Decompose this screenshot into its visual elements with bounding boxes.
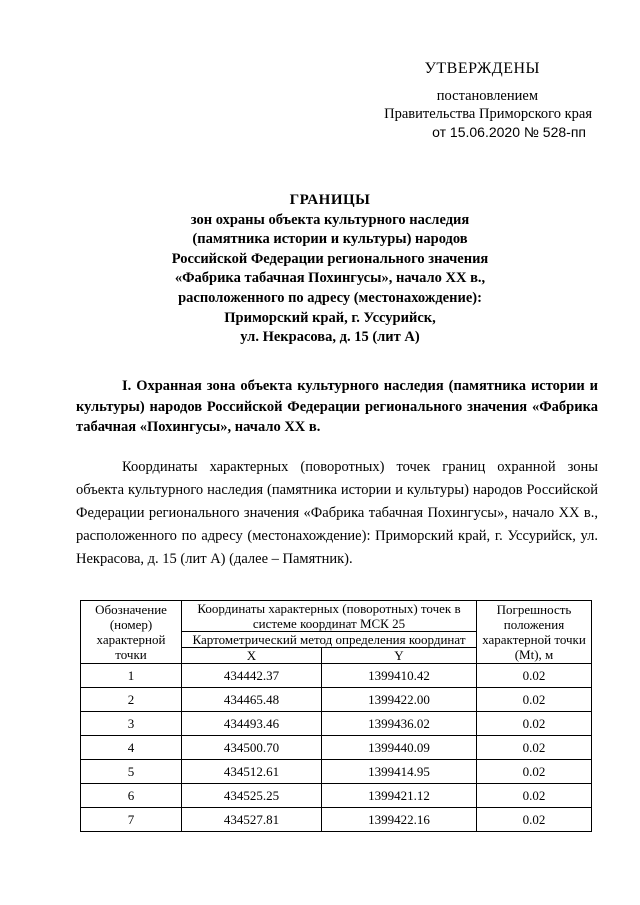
table-row [81,808,592,832]
cell-point: 6 [81,784,182,808]
cell-point: 5 [81,760,182,784]
cell-error: 0.02 [477,664,592,688]
heading-line: Российской Федерации регионального значения [171,250,489,267]
cell-error: 0.02 [477,760,592,784]
cell-y: 1399421.12 [321,784,476,808]
table-row [81,712,592,736]
table-row [81,784,592,808]
header-coords: Координаты характерных (поворотных) точек в системе координат МСК 25 [182,601,477,632]
table-row [81,664,592,688]
cell-x: 434527.81 [182,808,322,832]
heading-line: (памятника истории и культуры) народов [192,231,468,248]
header-method: Картометрический метод определения координат [182,632,477,648]
cell-point: 3 [81,712,182,736]
header-point: Обозначение (номер) характерной точки [81,601,182,664]
cell-x: 434512.61 [182,760,322,784]
coordinates-table [80,600,592,832]
heading-title: ГРАНИЦЫ [289,192,371,208]
cell-error: 0.02 [477,808,592,832]
table-row [81,760,592,784]
approval-line-2: Правительства Приморского края [384,106,592,122]
approval-stamp [372,60,592,140]
cell-error: 0.02 [477,712,592,736]
cell-x: 434493.46 [182,712,322,736]
document-heading [120,191,540,348]
section-title: I. Охранная зона объекта культурного наследия (памятника истории и культуры) народов Российской Федерации регионального значения «Фабрика табачная «Похингусы», начало XX в. [76,378,598,435]
heading-line: Приморский край, г. Уссурийск, [224,309,436,326]
cell-y: 1399436.02 [321,712,476,736]
cell-point: 4 [81,736,182,760]
cell-y: 1399422.00 [321,688,476,712]
cell-point: 1 [81,664,182,688]
cell-x: 434465.48 [182,688,322,712]
cell-error: 0.02 [477,784,592,808]
cell-y: 1399422.16 [321,808,476,832]
cell-error: 0.02 [477,688,592,712]
header-error: Погрешность положения характерной точки (Mt), м [477,601,592,664]
cell-x: 434525.25 [182,784,322,808]
header-x: X [182,648,322,664]
approval-line-1: постановлением [436,88,538,104]
table-row [81,688,592,712]
heading-line: расположенного по адресу (местонахождение): [178,289,482,306]
cell-y: 1399410.42 [321,664,476,688]
cell-point: 7 [81,808,182,832]
cell-x: 434442.37 [182,664,322,688]
cell-y: 1399440.09 [321,736,476,760]
body-paragraph: Координаты характерных (поворотных) точек границ охранной зоны объекта культурного наследия (памятника истории и культуры) народов Российской Федерации регионального значения «Фабрика табачная Похингусы», начало XX в., расположенного по адресу (местонахождение): Приморский край, г. Уссурийск, ул. Некрасова, д. 15 (лит А) (далее – Памятник). [76,459,598,567]
heading-line: «Фабрика табачная Похингусы», начало XX в., [174,270,486,287]
cell-x: 434500.70 [182,736,322,760]
cell-y: 1399414.95 [321,760,476,784]
approval-line-3: от 15.06.2020 № 528-пп [432,124,586,140]
heading-line: зон охраны объекта культурного наследия [190,211,470,228]
table-row [81,736,592,760]
cell-point: 2 [81,688,182,712]
header-y: Y [321,648,476,664]
cell-error: 0.02 [477,736,592,760]
approval-title: УТВЕРЖДЕНЫ [424,60,540,77]
heading-line: ул. Некрасова, д. 15 (лит А) [240,329,420,346]
